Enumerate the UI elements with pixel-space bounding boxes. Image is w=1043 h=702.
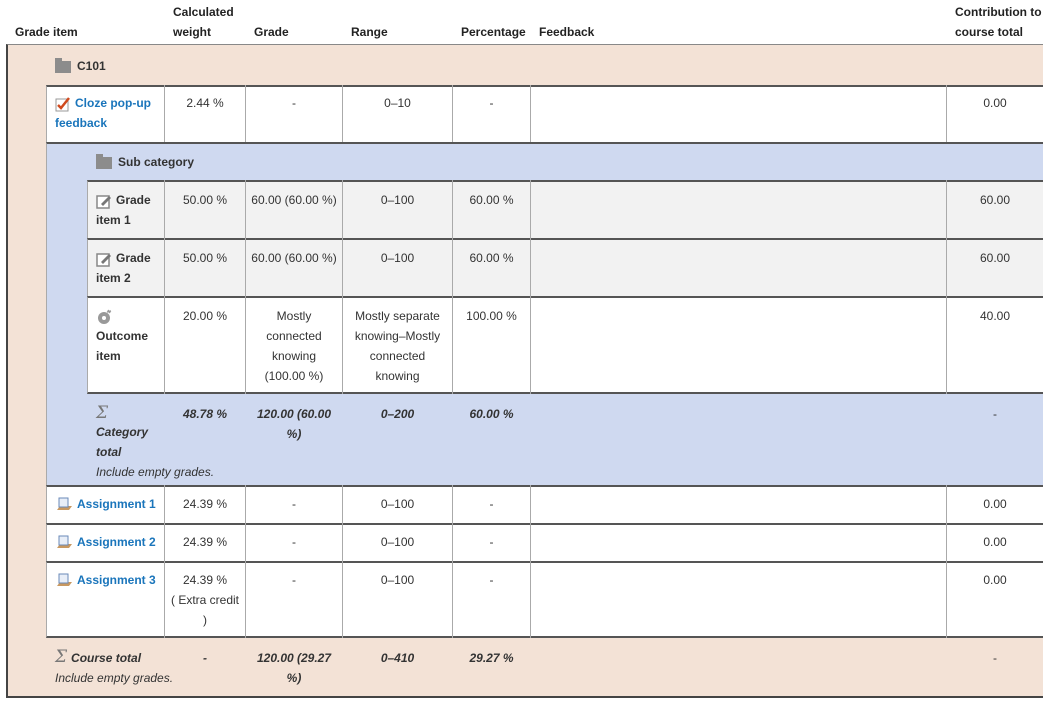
folder-icon: [96, 157, 112, 169]
col-header-contribution-line2: course total: [955, 25, 1024, 39]
category-name: C101: [77, 59, 106, 73]
outcome-grade-line4: (100.00 %): [264, 369, 324, 383]
outcome-grade-line1: Mostly: [276, 309, 312, 323]
col-header-feedback: Feedback: [539, 25, 595, 39]
assignment-3-link[interactable]: Assignment 3: [77, 573, 156, 587]
grade-item-1-label: Grade: [116, 193, 151, 207]
course-total-grade-line2: %): [286, 671, 302, 685]
edit-icon: [96, 193, 112, 209]
assignment-2-percentage: -: [489, 535, 494, 549]
outcome-icon: [96, 308, 114, 326]
assignment-2-contribution: 0.00: [983, 535, 1007, 549]
col-divider: [452, 180, 453, 394]
cloze-link[interactable]: Cloze pop-up: [75, 96, 151, 110]
assignment-2-weight: 24.39 %: [182, 535, 228, 549]
sigma-icon: Σ: [55, 647, 68, 667]
grade-item-1-contribution: 60.00: [979, 193, 1011, 207]
grade-item-2-contribution: 60.00: [979, 251, 1011, 265]
assignment-3-grade: -: [292, 573, 296, 587]
grade-item-1-range: 0–100: [380, 193, 415, 207]
col-divider: [164, 180, 165, 394]
assignment-icon: [55, 573, 73, 589]
assignment-3-percentage: -: [489, 573, 494, 587]
grade-item-2-weight: 50.00 %: [182, 251, 228, 265]
outcome-range: [343, 306, 452, 386]
course-total-contribution: -: [993, 651, 997, 665]
assignment-1-weight: 24.39 %: [182, 497, 228, 511]
outcome-weight: 20.00 %: [182, 309, 228, 323]
assignment-3-weight-line1: 24.39 %: [182, 573, 228, 587]
cloze-name-cell: [55, 93, 160, 133]
assignment-1-range: 0–100: [380, 497, 415, 511]
category-total-contribution: -: [993, 407, 997, 421]
assignment-2-name-cell: [55, 532, 163, 552]
cloze-percentage: -: [489, 96, 494, 110]
col-header-contribution: [955, 2, 1042, 42]
assignment-3-weight-line2: ( Extra credit: [170, 593, 239, 607]
grade-item-1-name-cell: [96, 190, 162, 230]
col-header-grade: Grade: [254, 25, 289, 39]
course-total-label: Course total: [71, 651, 142, 665]
col-header-grade-item: Grade item: [15, 25, 78, 39]
outcome-name-cell: [96, 306, 162, 366]
col-divider: [530, 485, 531, 638]
quiz-icon: [55, 96, 71, 112]
grade-item-1-weight: 50.00 %: [182, 193, 228, 207]
cloze-grade: -: [292, 96, 296, 110]
col-divider: [530, 180, 531, 394]
assignment-3-range: 0–100: [380, 573, 415, 587]
sigma-icon: Σ: [96, 403, 109, 423]
outcome-range-line2: knowing–Mostly: [354, 329, 441, 343]
grade-item-2-label: Grade: [116, 251, 151, 265]
col-header-range: Range: [351, 25, 388, 39]
cloze-range: 0–10: [384, 96, 411, 110]
assignment-2-range: 0–100: [380, 535, 415, 549]
grade-item-2-grade: 60.00 (60.00 %): [251, 251, 337, 265]
outcome-grade-line3: knowing: [271, 349, 317, 363]
assignment-1-grade: -: [292, 497, 296, 511]
assignment-3-weight: [165, 570, 245, 630]
col-divider: [946, 180, 947, 394]
subcategory-row: [96, 152, 194, 172]
grade-item-1-percentage: 60.00 %: [469, 193, 514, 207]
category-total-grade-line1: 120.00 (60.00: [256, 407, 332, 421]
grade-item-2-name-cell: [96, 248, 162, 288]
assignment-3-name-cell: [55, 570, 163, 590]
col-header-calculated-weight-line1: Calculated: [173, 5, 234, 19]
category-total-weight: 48.78 %: [182, 407, 228, 421]
grade-item-1-label-line2: item 1: [96, 213, 131, 227]
grade-item-2-label-line2: item 2: [96, 271, 131, 285]
outcome-label: Outcome: [96, 329, 149, 343]
category-total-note: Include empty grades.: [96, 465, 215, 479]
category-total-grade-line2: %): [286, 427, 302, 441]
category-total-percentage: 60.00 %: [469, 407, 514, 421]
cloze-link-line2[interactable]: feedback: [55, 116, 108, 130]
course-total-weight: -: [203, 651, 207, 665]
col-header-calculated-weight-line2: weight: [173, 25, 211, 39]
assignment-3-weight-line3: ): [203, 613, 207, 627]
assignment-icon: [55, 497, 73, 513]
category-total-grade: [246, 404, 342, 444]
category-row-c101: [55, 56, 106, 76]
assignment-1-contribution: 0.00: [983, 497, 1007, 511]
subcategory-name: Sub category: [118, 155, 195, 169]
grade-item-2-range: 0–100: [380, 251, 415, 265]
course-total-percentage: 29.27 %: [469, 651, 514, 665]
col-divider: [530, 85, 531, 142]
assignment-1-percentage: -: [489, 497, 494, 511]
grade-item-1-grade: 60.00 (60.00 %): [251, 193, 337, 207]
outcome-range-line4: knowing: [375, 369, 420, 383]
outcome-range-line3: connected: [369, 349, 426, 363]
col-header-calculated-weight: [173, 2, 234, 42]
outcome-grade: [246, 306, 342, 386]
assignment-2-grade: -: [292, 535, 296, 549]
outcome-contribution: 40.00: [979, 309, 1011, 323]
course-total-note: Include empty grades.: [55, 671, 174, 685]
col-header-percentage: Percentage: [461, 25, 526, 39]
outcome-percentage: 100.00 %: [466, 309, 517, 323]
edit-icon: [96, 251, 112, 267]
assignment-icon: [55, 535, 73, 551]
col-header-contribution-line1: Contribution to: [955, 5, 1042, 19]
folder-icon: [55, 61, 71, 73]
course-total-range: 0–410: [380, 651, 415, 665]
course-total-grade-line1: 120.00 (29.27: [256, 651, 332, 665]
category-bottom-border: [6, 696, 1043, 698]
course-total-grade: [246, 648, 342, 688]
category-total-label: Category: [96, 425, 149, 439]
category-total-label-line2: total: [96, 445, 122, 459]
outcome-range-line1: Mostly separate: [355, 309, 440, 323]
grade-item-2-percentage: 60.00 %: [469, 251, 514, 265]
category-total-range: 0–200: [380, 407, 415, 421]
assignment-2-link[interactable]: Assignment 2: [77, 535, 156, 549]
outcome-grade-line2: connected: [266, 329, 322, 343]
assignment-1-name-cell: [55, 494, 163, 514]
assignment-1-link[interactable]: Assignment 1: [77, 497, 156, 511]
cloze-weight: 2.44 %: [186, 96, 224, 110]
assignment-3-contribution: 0.00: [983, 573, 1007, 587]
outcome-label-line2: item: [96, 349, 121, 363]
cloze-contribution: 0.00: [983, 96, 1007, 110]
